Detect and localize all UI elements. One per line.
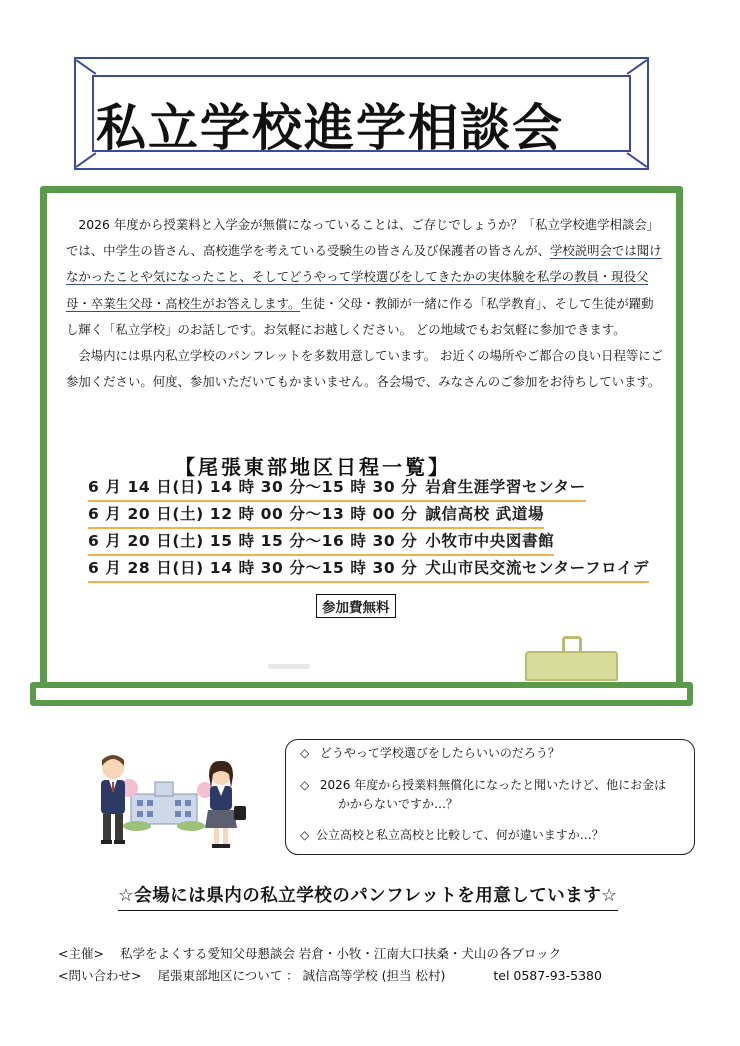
question-item <box>300 744 685 763</box>
intro-underlined-text: 学校説明会では聞けなかったことや気になったこと、そしてどうやって学校選びをしてきたかの実体験を私学の教員・現役父母・卒業生父母・高校生がお答えします。 <box>66 243 662 311</box>
eraser-handle <box>562 636 582 652</box>
host-value: 私学をよくする愛知父母懇談会 岩倉・小牧・江南大口扶桑・犬山の各ブロック <box>119 946 562 961</box>
diamond-icon: ◇ <box>300 828 310 842</box>
page-title: 私立学校進学相談会 <box>96 99 564 157</box>
girl-student-icon <box>205 761 246 848</box>
question-text: 2026 年度から授業料無償化になったと聞いたけど、他にお金は <box>319 778 667 792</box>
question-text-continued: かからないですか…？ <box>338 797 459 811</box>
intro-text-part: 生徒・父母・教師が一緒に作る「私学教育」、そして生徒が躍動し輝く「私立学校」のお話しです。お気軽にお越しください。 どの地域でもお気軽に参加できます。 <box>66 295 654 337</box>
schedule-place: 岩倉生涯学習センター <box>425 478 586 496</box>
frame-bevel <box>627 59 648 74</box>
schedule-row <box>88 476 586 502</box>
schedule-datetime: 6 月 28 日(日) 14 時 30 分～15 時 30 分 <box>88 559 418 577</box>
pamphlet-notice: ☆会場には県内の私立学校のパンフレットを用意しています☆ <box>118 882 618 911</box>
schedule-row <box>88 503 544 529</box>
question-text: 公立高校と私立高校と比較して、何が違いますか…？ <box>316 828 604 842</box>
diamond-icon: ◇ <box>300 746 310 760</box>
schedule-title: 【尾張東部地区日程一覧】 <box>175 455 451 479</box>
host-label: <主催> <box>58 946 104 961</box>
students-school-illustration <box>93 748 253 852</box>
schedule-place: 小牧市中央図書館 <box>425 532 555 550</box>
intro-text-part: 2026 年度から授業料と入学金が無償になっていることは、ご存じでしょうか？「私立学校進学相談会」では、中学生の皆さん、高校進学を考えている受験生の皆さん及び保護者の皆さんが、 <box>66 217 660 259</box>
intro-paragraph-1 <box>66 212 664 343</box>
question-item <box>300 776 685 814</box>
host-info <box>58 944 561 962</box>
contact-label: <問い合わせ> <box>58 968 142 983</box>
schedule-datetime: 6 月 20 日(土) 15 時 15 分～16 時 30 分 <box>88 532 418 550</box>
question-text: どうやって学校選びをしたらいいのだろう？ <box>319 746 560 760</box>
eraser-icon <box>525 651 618 681</box>
boy-student-icon <box>101 755 125 844</box>
contact-info <box>58 966 602 984</box>
contact-value: 尾張東部地区について ： 誠信高等学校 (担当 松村) <box>157 968 446 983</box>
chalk-icon <box>268 664 310 669</box>
schedule-datetime: 6 月 14 日(日) 14 時 30 分～15 時 30 分 <box>88 478 418 496</box>
schedule-place: 誠信高校 武道場 <box>425 505 545 523</box>
schedule-datetime: 6 月 20 日(土) 12 時 00 分～13 時 00 分 <box>88 505 418 523</box>
schedule-place: 犬山市民交流センターフロイデ <box>425 559 649 577</box>
intro-paragraph-2: 会場内には県内私立学校のパンフレットを多数用意しています。 お近くの場所やご都合の良い日程等にご参加ください。何度、参加いただいてもかまいません。各会場で、みなさんのご参加をお待ちしています。 <box>66 348 664 390</box>
question-item <box>300 826 685 845</box>
frame-bevel <box>76 152 97 167</box>
questions-box <box>285 739 695 855</box>
schedule-row <box>88 557 649 583</box>
intro-text <box>66 212 664 395</box>
schedule-row <box>88 530 554 556</box>
frame-bevel <box>627 152 648 167</box>
chalkboard-ledge <box>30 682 693 706</box>
schedule-list <box>88 476 668 584</box>
frame-bevel <box>76 59 97 74</box>
diamond-icon: ◇ <box>300 778 310 792</box>
phone-number: tel 0587-93-5380 <box>493 968 602 983</box>
fee-badge: 参加費無料 <box>316 594 396 618</box>
